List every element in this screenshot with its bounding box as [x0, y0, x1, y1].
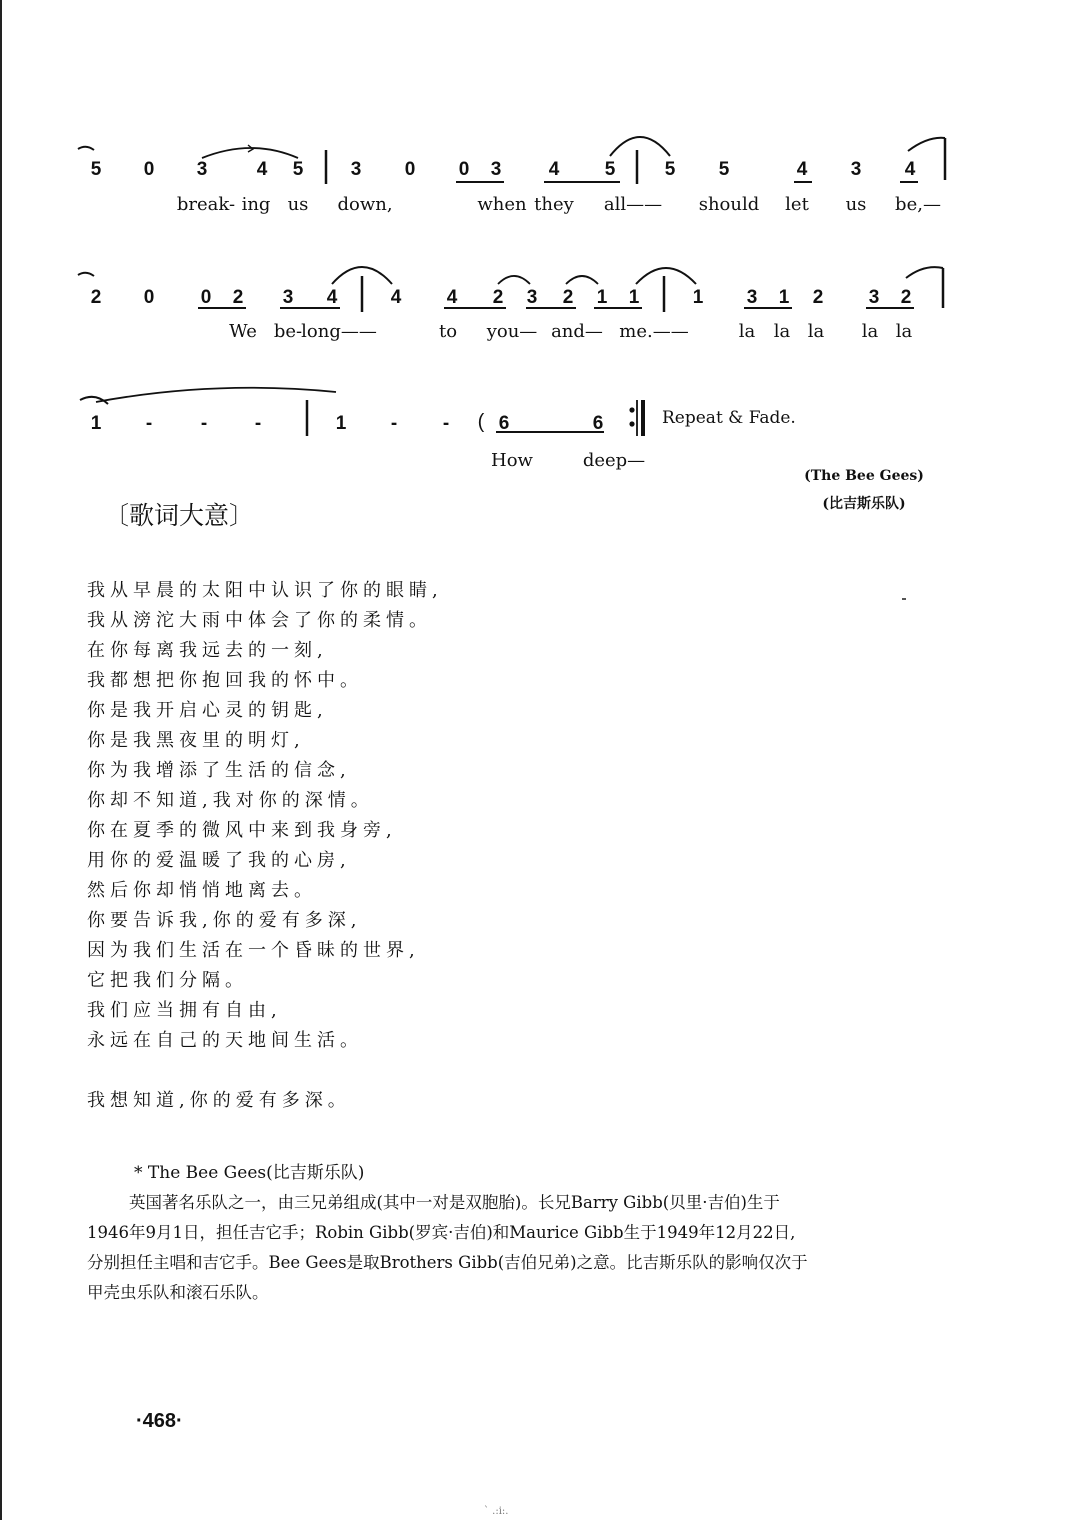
poem-line: 它把我们分隔。	[87, 970, 248, 991]
note: 1	[596, 287, 608, 308]
note: 5	[90, 159, 102, 180]
footnote-line: 分别担任主唱和吉它手。Bee Gees是取Brothers Gibb(吉伯兄弟)之意。比吉斯乐队的影响仅次于	[87, 1253, 808, 1272]
lyric-word: ing	[241, 194, 271, 215]
note: 0	[143, 287, 155, 308]
dash: -	[390, 413, 398, 434]
note: 1	[692, 287, 704, 308]
note: 3	[196, 159, 208, 180]
note: 2	[812, 287, 824, 308]
note: 3	[746, 287, 758, 308]
lyric-word: la	[807, 321, 825, 342]
section-title: 〔歌词大意〕	[104, 501, 255, 530]
footnote-line: 甲壳虫乐队和滚石乐队。	[87, 1283, 269, 1302]
lyric-word: la	[895, 321, 913, 342]
note: 4	[796, 159, 808, 180]
note: 3	[850, 159, 862, 180]
footnote-heading: * The Bee Gees(比吉斯乐队)	[134, 1163, 365, 1183]
lyric-word: us	[845, 194, 867, 215]
note: 0	[404, 159, 416, 180]
note: 5	[604, 159, 616, 180]
note: 4	[446, 287, 458, 308]
footnote-body	[87, 1188, 987, 1308]
poem-line: 然后你却悄悄地离去。	[87, 880, 317, 901]
note: 1	[778, 287, 790, 308]
note: 4	[390, 287, 402, 308]
note: 3	[490, 159, 502, 180]
lyric-word: long——	[301, 321, 377, 342]
note: 4	[326, 287, 338, 308]
note: 2	[232, 287, 244, 308]
footnote-line: 英国著名乐队之一，由三兄弟组成(其中一对是双胞胎)。长兄Barry Gibb(贝里·吉伯)生于	[129, 1193, 780, 1212]
lyric-word: to	[438, 321, 458, 342]
lyric-word: la	[861, 321, 879, 342]
note: 3	[350, 159, 362, 180]
lyric-word: break-	[176, 194, 236, 215]
note: 1	[335, 413, 347, 434]
system-3-lines	[0, 0, 1088, 480]
poem-line: 你却不知道,我对你的深情。	[87, 790, 374, 811]
poem-line: 你在夏季的微风中来到我身旁,	[87, 820, 397, 841]
poem-line: 永远在自己的天地间生活。	[87, 1030, 363, 1051]
note: 5	[664, 159, 676, 180]
lyric-word: How	[491, 450, 533, 471]
credit-chinese: (比吉斯乐队)	[822, 496, 906, 512]
note: 0	[458, 159, 470, 180]
note: 6	[498, 413, 510, 434]
dash: -	[442, 413, 450, 434]
note: 0	[200, 287, 212, 308]
poem-line: 你为我增添了生活的信念,	[87, 760, 351, 781]
poem-line: 我从早晨的太阳中认识了你的眼睛,	[87, 580, 443, 601]
lyric-word: us	[287, 194, 309, 215]
lyric-word: and—	[551, 321, 603, 342]
lyric-word: should	[698, 194, 760, 215]
dash: -	[254, 413, 262, 434]
lyric-word: We	[229, 321, 257, 342]
dash: -	[145, 413, 153, 434]
note: 2	[90, 287, 102, 308]
lyric-word: me.——	[619, 321, 689, 342]
note: 2	[492, 287, 504, 308]
poem-closing-line: 我想知道,你的爱有多深。	[87, 1090, 351, 1111]
lyric-word: be,—	[895, 194, 941, 215]
repeat-paren: (	[477, 411, 485, 433]
poem-line: 我都想把你抱回我的怀中。	[87, 670, 363, 691]
scan-marks: ` .:i:.	[484, 1506, 509, 1517]
poem-line: 我从滂沱大雨中体会了你的柔情。	[87, 610, 432, 631]
poem-line: 在你每离我远去的一刻,	[87, 640, 328, 661]
poem-line: 因为我们生活在一个昏昧的世界,	[87, 940, 420, 961]
dash: -	[200, 413, 208, 434]
note: 4	[256, 159, 268, 180]
note: 3	[526, 287, 538, 308]
footnote-line: 1946年9月1日，担任吉它手；Robin Gibb(罗宾·吉伯)和Maurice Gibb生于1949年12月22日,	[87, 1223, 796, 1242]
credit-english: (The Bee Gees)	[804, 468, 924, 484]
note: 2	[900, 287, 912, 308]
poem-line: 我们应当拥有自由,	[87, 1000, 282, 1021]
lyric-word: let	[785, 194, 809, 215]
note: 6	[592, 413, 604, 434]
lyric-word: deep—	[582, 450, 646, 471]
lyric-word: la	[773, 321, 791, 342]
note: 1	[90, 413, 102, 434]
note: 3	[282, 287, 294, 308]
lyric-word: la	[738, 321, 756, 342]
poem-line: 你是我开启心灵的钥匙,	[87, 700, 328, 721]
lyric-word: be-	[273, 321, 303, 342]
lyric-word: all——	[603, 194, 663, 215]
stray-mark	[902, 598, 906, 600]
lyric-word: you—	[486, 321, 538, 342]
poem-line: 你要告诉我,你的爱有多深,	[87, 910, 362, 931]
note: 5	[292, 159, 304, 180]
page-number: ·468·	[136, 1410, 183, 1432]
note: 4	[904, 159, 916, 180]
lyric-word: when	[477, 194, 527, 215]
note: 1	[628, 287, 640, 308]
note: 5	[718, 159, 730, 180]
note: 0	[143, 159, 155, 180]
note: 3	[868, 287, 880, 308]
lyrics-meaning	[87, 576, 443, 1056]
poem-line: 你是我黑夜里的明灯,	[87, 730, 305, 751]
repeat-fade-label: Repeat & Fade.	[662, 408, 796, 428]
note: 2	[562, 287, 574, 308]
lyric-word: they	[534, 194, 574, 215]
lyric-word: down,	[337, 194, 393, 215]
poem-line: 用你的爱温暖了我的心房,	[87, 850, 351, 871]
note: 4	[548, 159, 560, 180]
